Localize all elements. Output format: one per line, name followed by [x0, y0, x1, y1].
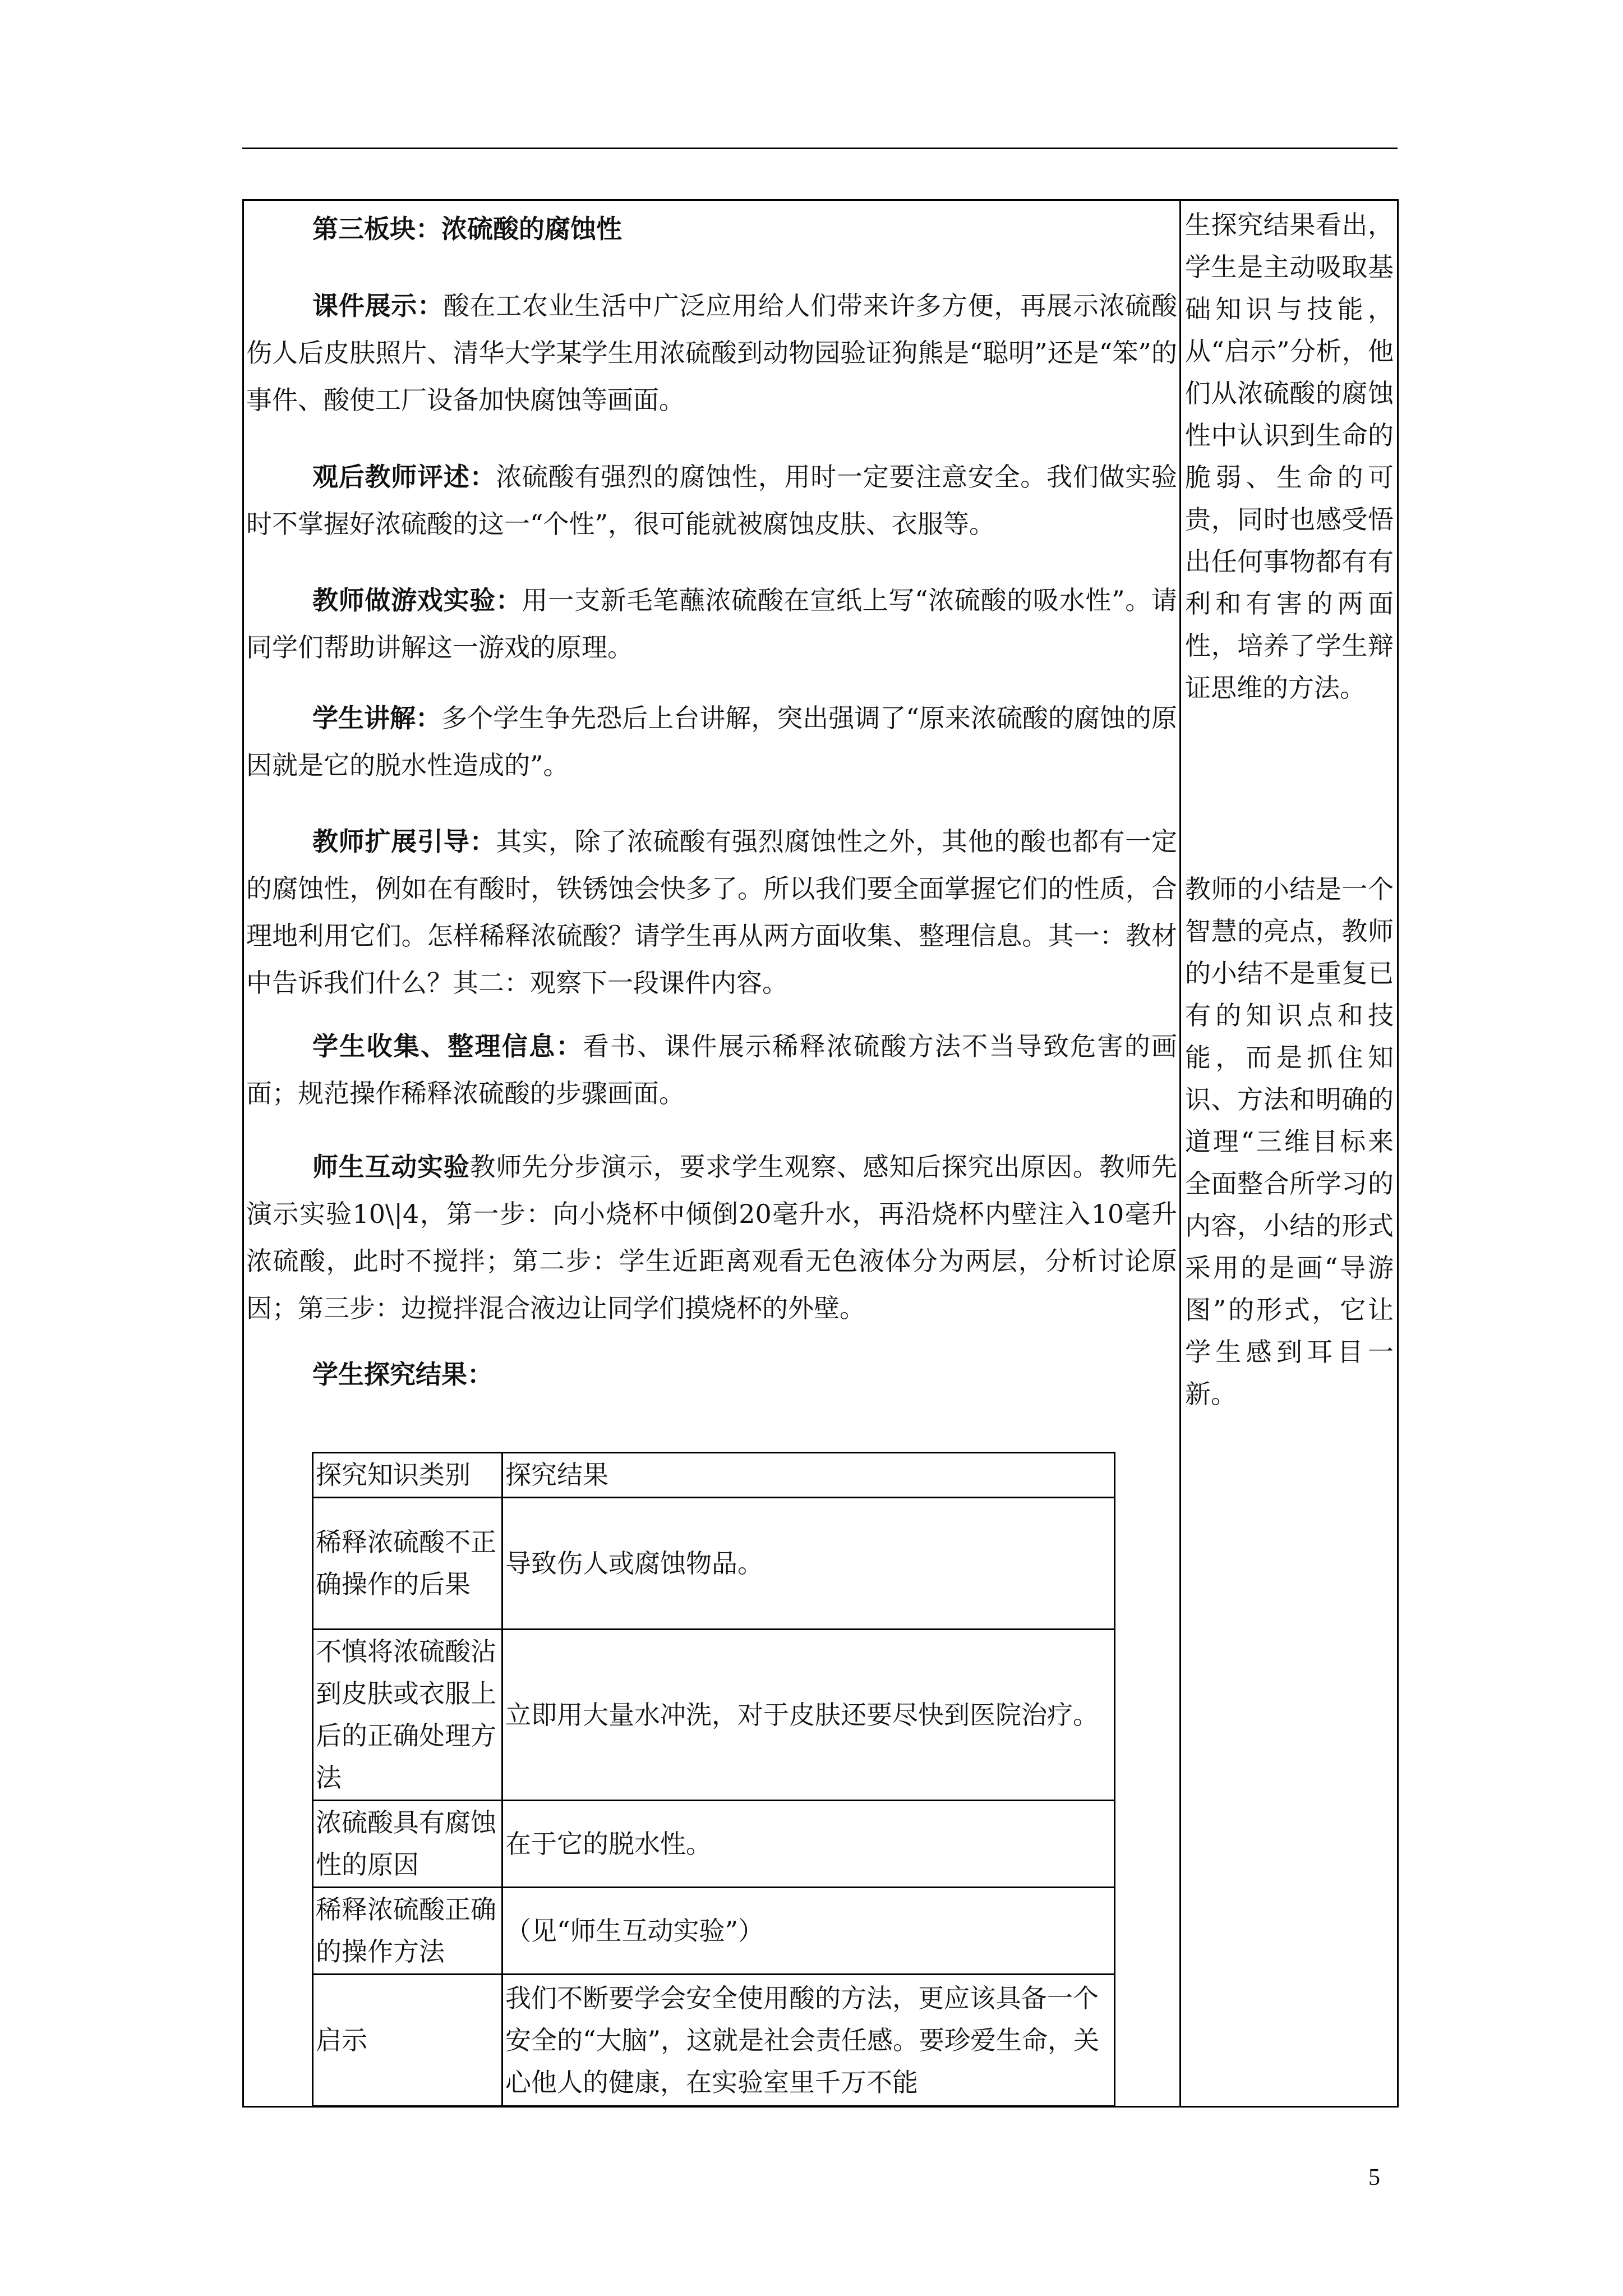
lesson-table — [242, 199, 1399, 2108]
table-row — [313, 1498, 1115, 1630]
paragraph-collect-info — [246, 1023, 1177, 1117]
table-row — [313, 1630, 1115, 1801]
paragraph-results-heading — [246, 1351, 1177, 1398]
table-cell: 在于它的脱水性。 — [502, 1801, 1115, 1888]
paragraph-label: 教师做游戏实验： — [312, 585, 522, 615]
paragraph-game-experiment — [246, 577, 1177, 671]
paragraph-text: 浓硫酸有强烈的腐蚀性，用时一定要注意安全。我们做实验时不掌握好浓硫酸的这一“个性”，很可能就被腐蚀皮肤、衣服等。 — [246, 462, 1177, 539]
table-cell: 稀释浓硫酸正确的操作方法 — [313, 1888, 502, 1975]
paragraph-text: 酸在工农业生活中广泛应用给人们带来许多方便，再展示浓硫酸伤人后皮肤照片、清华大学某学生用浓硫酸到动物园验证狗熊是“聪明”还是“笨”的事件、酸使工厂设备加快腐蚀等画面。 — [246, 291, 1177, 415]
paragraph-label: 学生讲解： — [312, 703, 442, 733]
paragraph-text: 教师先分步演示，要求学生观察、感知后探究出原因。教师先演示实验10\|4，第一步：向小烧杯中倾倒20毫升水，再沿烧杯内壁注入10毫升浓硫酸，此时不搅拌；第二步：学生近距离观看无色液体分为两层，分析讨论原因；第三步：边搅拌混合液边让同学们摸烧杯的外壁。 — [246, 1152, 1177, 1323]
side-note-summary: 教师的小结是一个智慧的亮点，教师的小结不是重复已有的知识点和技能，而是抓住知识、方法和明确的道理“三维目标来全面整合所学习的内容，小结的形式采用的是画“导游图”的形式，它让学生感到耳目一新。 — [1185, 874, 1394, 1409]
table-cell: （见“师生互动实验”） — [502, 1888, 1115, 1975]
results-table — [312, 1452, 1115, 2107]
table-header-cell: 探究知识类别 — [313, 1453, 502, 1498]
table-row — [313, 1888, 1115, 1975]
paragraph-label: 课件展示： — [312, 291, 444, 321]
table-cell: 导致伤人或腐蚀物品。 — [502, 1498, 1115, 1630]
header-rule — [242, 148, 1398, 149]
page-number: 5 — [1368, 2165, 1380, 2191]
paragraph-student-explain — [246, 694, 1177, 789]
paragraph-text: 多个学生争先恐后上台讲解，突出强调了“原来浓硫酸的腐蚀的原因就是它的脱水性造成的”。 — [246, 703, 1177, 780]
paragraph-text: 看书、课件展示稀释浓硫酸方法不当导致危害的画面；规范操作稀释浓硫酸的步骤画面。 — [246, 1031, 1178, 1108]
table-row — [313, 1801, 1115, 1888]
paragraph-label: 观后教师评述： — [312, 462, 496, 492]
section-title: 第三板块：浓硫酸的腐蚀性 — [312, 214, 622, 244]
table-cell: 稀释浓硫酸不正确操作的后果 — [313, 1498, 502, 1630]
paragraph-text: 用一支新毛笔蘸浓硫酸在宣纸上写“浓硫酸的吸水性”。请同学们帮助讲解这一游戏的原理。 — [246, 585, 1178, 662]
paragraph-label: 教师扩展引导： — [312, 826, 496, 857]
table-cell: 启示 — [313, 1975, 502, 2106]
column-divider — [1179, 201, 1181, 2106]
paragraph-extension-guide — [246, 818, 1177, 1006]
paragraph-text: 其实，除了浓硫酸有强烈腐蚀性之外，其他的酸也都有一定的腐蚀性，例如在有酸时，铁锈蚀会快多了。所以我们要全面掌握它们的性质，合理地利用它们。怎样稀释浓硫酸？请学生再从两方面收集、整理信息。其一：教材中告诉我们什么？其二：观察下一段课件内容。 — [246, 826, 1177, 998]
table-row — [313, 1975, 1115, 2106]
paragraph-label: 师生互动实验 — [312, 1152, 470, 1182]
table-header-cell: 探究结果 — [502, 1453, 1115, 1498]
table-header-row — [313, 1453, 1115, 1498]
paragraph-courseware — [246, 282, 1177, 424]
paragraph-label: 学生探究结果： — [312, 1359, 493, 1389]
table-cell: 不慎将浓硫酸沾到皮肤或衣服上后的正确处理方法 — [313, 1630, 502, 1801]
table-cell: 浓硫酸具有腐蚀性的原因 — [313, 1801, 502, 1888]
table-cell: 立即用大量水冲洗，对于皮肤还要尽快到医院治疗。 — [502, 1630, 1115, 1801]
table-cell: 我们不断要学会安全使用酸的方法，更应该具备一个安全的“大脑”，这就是社会责任感。要珍爱生命，关心他人的健康，在实验室里千万不能 — [502, 1975, 1115, 2106]
paragraph-interactive-experiment — [246, 1143, 1177, 1332]
paragraph-label: 学生收集、整理信息： — [312, 1031, 583, 1061]
side-note-analysis: 生探究结果看出，学生是主动吸取基础知识与技能，从“启示”分析，他们从浓硫酸的腐蚀性中认识到生命的脆弱、生命的可贵，同时也感受悟出任何事物都有有利和有害的两面性，培养了学生辩证思维的方法。 — [1185, 210, 1394, 703]
paragraph-teacher-comment — [246, 453, 1177, 547]
